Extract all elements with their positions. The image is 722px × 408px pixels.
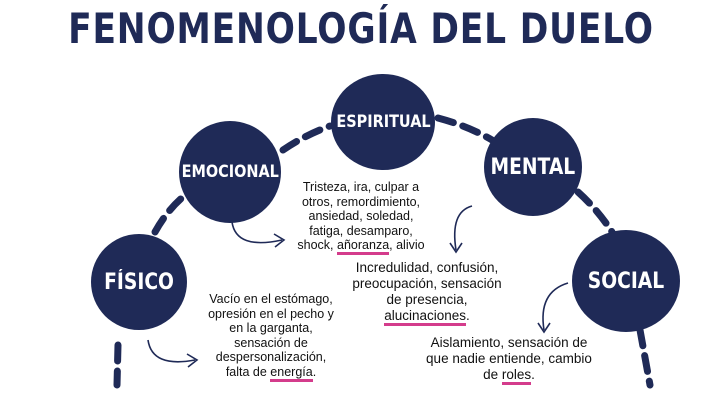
page-title: FENOMENOLOGÍA DEL DUELO xyxy=(68,4,654,53)
desc-mental-last-line xyxy=(342,308,512,324)
desc-mental-suffix: . xyxy=(466,308,470,323)
node-social-label: SOCIAL xyxy=(587,268,665,294)
desc-mental-line: preocupación, sensación xyxy=(352,276,502,291)
desc-social-line: Aislamiento, sensación de xyxy=(430,335,588,350)
desc-emocional-prefix: shock, xyxy=(297,238,338,252)
node-fisico xyxy=(91,234,187,330)
desc-emocional xyxy=(287,180,435,253)
desc-fisico-line: despersonalización, xyxy=(215,350,327,364)
desc-emocional-line: fatiga, desamparo, xyxy=(309,223,413,238)
desc-emocional-line: Tristeza, ira, culpar a xyxy=(302,180,420,194)
node-espiritual xyxy=(331,74,435,170)
desc-emocional-last-line xyxy=(287,238,435,253)
desc-fisico-line: sensación de xyxy=(234,335,308,350)
desc-mental-line: Incredulidad, confusión, xyxy=(355,260,499,275)
desc-emocional-line: ansiedad, soledad, xyxy=(308,209,414,223)
desc-social-suffix: . xyxy=(531,367,535,382)
node-social xyxy=(572,230,680,332)
arrow-emocional xyxy=(232,222,284,247)
desc-social-line: que nadie entiende, cambio xyxy=(426,351,592,366)
desc-social xyxy=(414,335,604,383)
desc-emocional-suffix: , alivio xyxy=(389,238,425,252)
node-fisico-label: FÍSICO xyxy=(104,269,174,295)
node-emocional-label: EMOCIONAL xyxy=(181,162,279,182)
dashed-arc-right-bottom xyxy=(640,330,650,385)
desc-emocional-line: otros, remordimiento, xyxy=(301,194,421,209)
desc-emocional-highlight: añoranza xyxy=(337,238,389,255)
arrow-social xyxy=(538,283,568,332)
desc-social-last-line xyxy=(414,367,604,383)
desc-fisico-line: opresión en el pecho y xyxy=(208,306,334,321)
dashed-arc-espiritual-mental xyxy=(438,118,492,140)
desc-fisico-line: Vacío en el estómago, xyxy=(209,292,333,306)
node-mental xyxy=(484,118,582,216)
desc-mental xyxy=(342,260,512,324)
dashed-arc-left-bottom xyxy=(117,345,118,385)
desc-fisico-highlight: energía xyxy=(270,365,312,382)
desc-mental-highlight: alucinaciones xyxy=(384,308,466,326)
node-espiritual-label: ESPIRITUAL xyxy=(335,112,431,132)
desc-fisico xyxy=(196,292,346,379)
dashed-arc-emocional-espiritual xyxy=(283,126,330,150)
desc-fisico-line: en la garganta, xyxy=(229,321,313,335)
arrow-fisico xyxy=(148,340,197,367)
desc-social-prefix: de xyxy=(483,367,502,382)
node-mental-label: MENTAL xyxy=(490,154,576,180)
node-emocional xyxy=(179,121,281,223)
desc-fisico-prefix: falta de xyxy=(225,364,271,379)
arrow-mental xyxy=(450,206,472,252)
desc-social-highlight: roles xyxy=(502,367,531,385)
desc-fisico-last-line xyxy=(196,365,346,380)
desc-mental-line: de presencia, xyxy=(386,292,468,307)
desc-fisico-suffix: . xyxy=(312,364,317,379)
dashed-arc-mental-social xyxy=(578,192,612,232)
